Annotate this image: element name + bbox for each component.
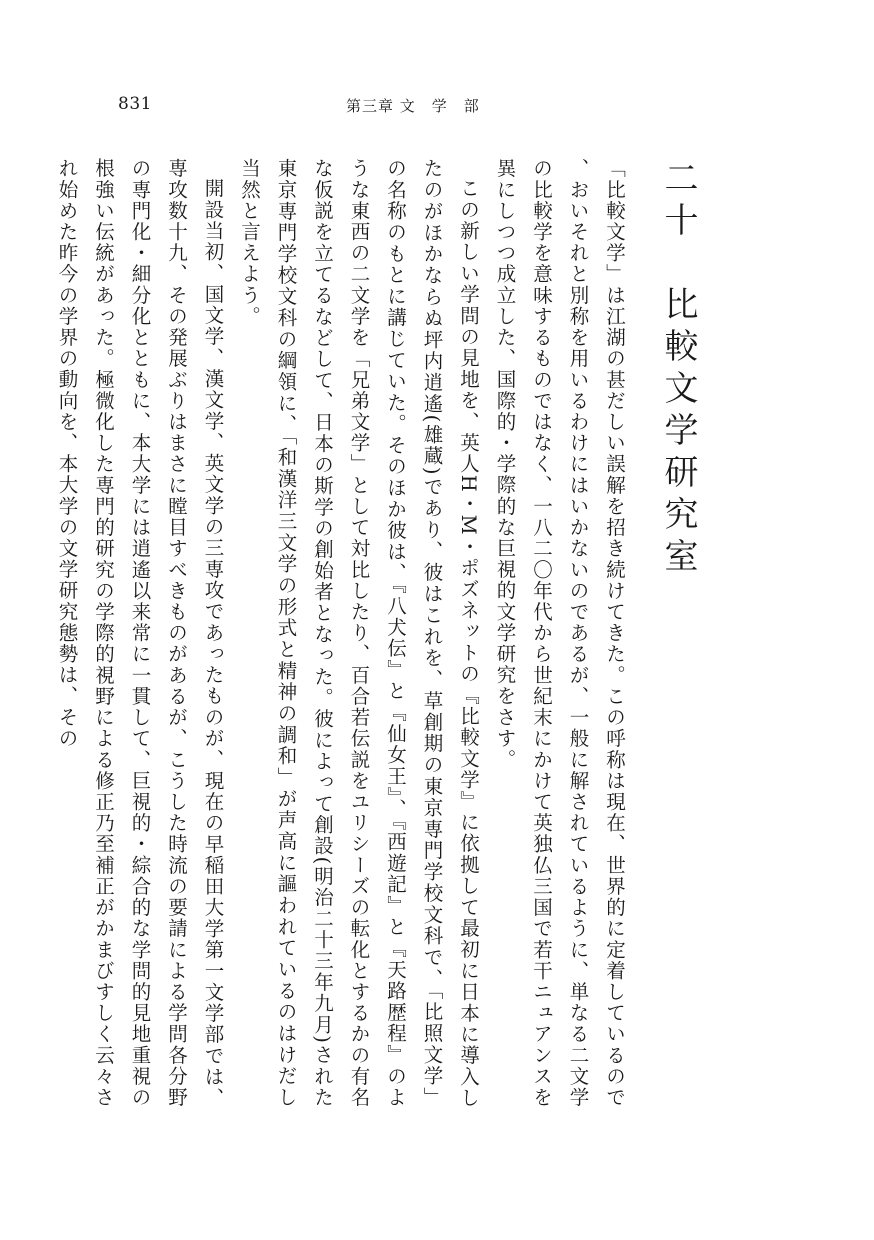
paragraph-1: 「比較文学」は江湖の甚だしい誤解を招き続けてきた。この呼称は現在、世界的に定着しているので、おいそれと別称を用いるわけにはいかないのであるが、一般に解されているように、単なる二文学の比較学を意味するものではなく、一八二〇年代から世紀末にかけて英独仏三国で若干ニュアンスを異にしつつ成立した、国際的・学際的な巨視的文学研究をさす。	[493, 158, 626, 1108]
page-number: 831	[118, 94, 152, 114]
section-title: 二十 比較文学研究室	[658, 160, 698, 580]
paragraph-2: この新しい学問の見地を、英人H・M・ポズネットの『比較文学』に依拠して最初に日本に導入したのがほかならぬ坪内逍遙(雄蔵)であり、彼はこれを、草創期の東京専門学校文科で、「比照文学」の名称のもとに講じていた。そのほか彼は、『八犬伝』と『仙女王』、『西遊記』と『天路歴程』のような東西の二文学を「兄弟文学」として対比したり、百合若伝説をユリシーズの転化とするかの有名な仮説を立てるなどして、日本の斯学の創始者となった。彼によって創設(明治二十三年九月)された東京専門学校文科の綱領に、「和漢洋三文学の形式と精神の調和」が声高に謳われているのはけだし当然と言えよう。	[238, 158, 480, 1108]
running-head: 第三章 文 学 部	[346, 97, 480, 115]
body-text	[55, 158, 724, 1108]
paragraph-3: 開設当初、国文学、漢文学、英文学の三専攻であったものが、現在の早稲田大学第一文学部では、専攻数十九、その発展ぶりはまさに瞠目すべきものがあるが、こうした時流の要請による学問各分野の専門化・細分化とともに、本大学には逍遙以来常に一貫して、巨視的・綜合的な学問的見地重視の根強い伝統があった。極微化した専門的研究の学際的視野による修正乃至補正がかまびすしく云々され始めた昨今の学界の動向を、本大学の文学研究態勢は、その	[55, 158, 225, 1108]
